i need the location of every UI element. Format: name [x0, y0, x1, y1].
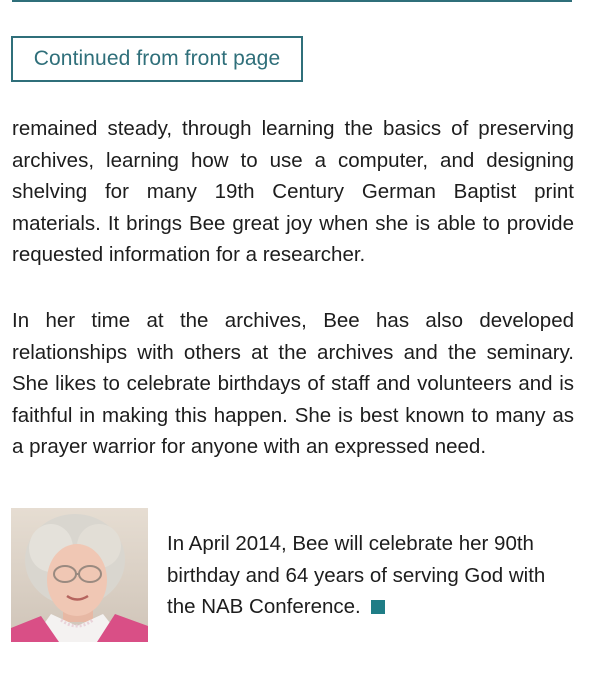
top-divider	[12, 0, 572, 2]
caption-text: In April 2014, Bee will celebrate her 90th birthday and 64 years of serving God with the NAB Conference.	[167, 532, 546, 618]
article-paragraph: remained steady, through learning the basics of preserving archives, learning how to use a computer, and designing shelving for many 19th Century German Baptist print materials. It brings Bee great joy when she is able to provide requested information for a researcher.	[12, 117, 574, 266]
square-end-mark-icon	[371, 600, 385, 614]
cut-off-text-line	[12, 684, 582, 697]
portrait-illustration	[11, 508, 148, 642]
portrait-photo	[11, 508, 148, 642]
continued-from-front-page-box	[11, 36, 303, 82]
article-paragraph: In her time at the archives, Bee has also developed relationships with others at the archives and the seminary. She likes to celebrate birthdays of staff and volunteers and is faithful in making this happen. She is best known to many as a prayer warrior for anyone with an expressed need.	[12, 309, 574, 458]
continued-label: Continued from front page	[33, 47, 281, 70]
caption-paragraph	[167, 528, 577, 623]
